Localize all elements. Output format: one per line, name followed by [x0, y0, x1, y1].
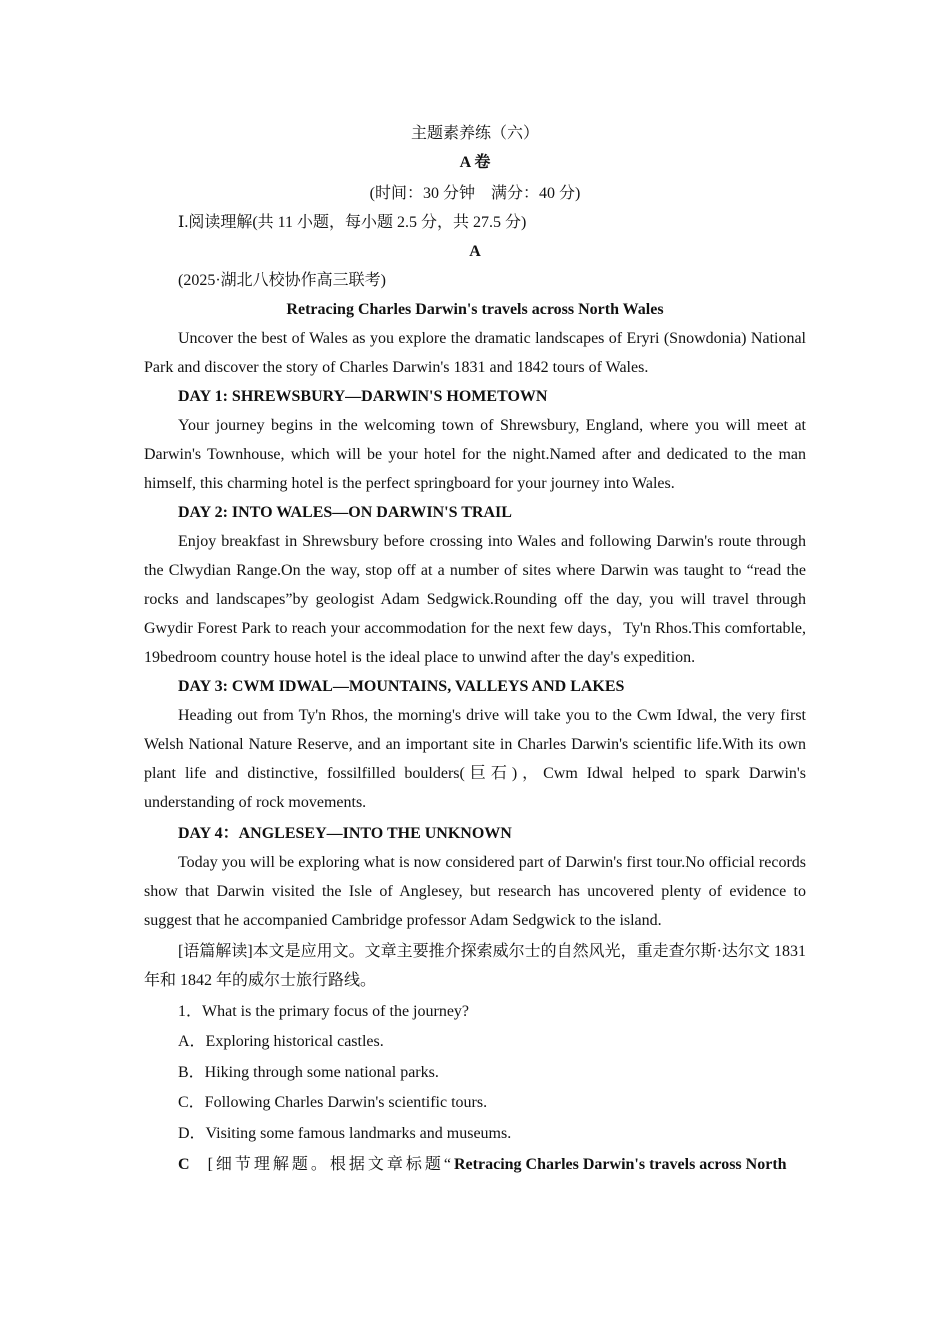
volume-label: A 卷: [459, 154, 491, 171]
answer-letter: C: [178, 1156, 190, 1173]
analysis-text: 本文是应用文。文章主要推介探索威尔士的自然风光，重走查尔斯·达尔文 1831 年和 1842 年的威尔士旅行路线。: [144, 943, 807, 989]
article-title: Retracing Charles Darwin's travels across North Wales: [286, 301, 664, 318]
question-stem: 1．What is the primary focus of the journey?: [178, 1003, 470, 1020]
answer-line: [144, 1149, 806, 1180]
day-text: Today you will be exploring what is now considered part of Darwin's first tour.No official records show that Darwin visited the Isle of Anglesey, but research has uncovered plenty of evidence to suggest that he accompanied Cambridge professor Adam Sedgwick to the island.: [144, 854, 806, 929]
day-heading: DAY 4：ANGLESEY—INTO THE UNKNOWN: [178, 825, 512, 842]
passage-source: (2025·湖北八校协作高三联考): [178, 272, 386, 289]
option-d: D．Visiting some famous landmarks and museums.: [178, 1124, 512, 1142]
analysis-label: [语篇解读]: [178, 943, 253, 960]
passage-label: A: [469, 243, 481, 260]
doc-title: 主题素养练（六）: [410, 125, 539, 142]
answer-explain-cn: [细节理解题。根据文章标题“: [207, 1156, 454, 1173]
day-heading: DAY 2: INTO WALES—ON DARWIN'S TRAIL: [178, 504, 512, 521]
day-text: Heading out from Ty'n Rhos, the morning's drive will take you to the Cwm Idwal, the very first Welsh National Nature Reserve, and an important site in Charles Darwin's scientific life.With its own plant life and distinctive, fossilfilled boulders(巨石)，Cwm Idwal helped to spark Darwin's understanding of rock movements.: [144, 707, 806, 811]
section-heading: Ⅰ.阅读理解(共 11 小题，每小题 2.5 分，共 27.5 分): [178, 214, 527, 231]
day-text: Enjoy breakfast in Shrewsbury before crossing into Wales and following Darwin's route through the Clwydian Range.On the way, stop off at a number of sites where Darwin was taught to “read the rocks and landscapes”by geologist Adam Sedgwick.Rounding off the day, you will travel through Gwydir Forest Park to reach your accommodation for the next few days，Ty'n Rhos.This comfortable, 19bedroom country house hotel is the ideal place to unwind after the day's expedition.: [144, 533, 806, 666]
option-c: C．Following Charles Darwin's scientific tours.: [178, 1094, 488, 1111]
document-page: [144, 119, 806, 1180]
analysis-paragraph: [144, 937, 806, 995]
option-a: A．Exploring historical castles.: [178, 1033, 384, 1050]
time-info: (时间：30 分钟 满分：40 分): [369, 185, 581, 202]
day-heading: DAY 1: SHREWSBURY—DARWIN'S HOMETOWN: [178, 388, 548, 405]
article-intro: Uncover the best of Wales as you explore the dramatic landscapes of Eryri (Snowdonia) National Park and discover the story of Charles Darwin's 1831 and 1842 tours of Wales.: [144, 330, 806, 376]
answer-explain-en: Retracing Charles Darwin's travels across North: [454, 1156, 787, 1173]
day-text: Your journey begins in the welcoming town of Shrewsbury, England, where you will meet at Darwin's Townhouse, which will be your hotel for the night.Named after and dedicated to the man himself, this charming hotel is the perfect springboard for your journey into Wales.: [144, 417, 806, 492]
day-heading: DAY 3: CWM IDWAL—MOUNTAINS, VALLEYS AND LAKES: [178, 678, 625, 695]
option-b: B．Hiking through some national parks.: [178, 1063, 439, 1081]
